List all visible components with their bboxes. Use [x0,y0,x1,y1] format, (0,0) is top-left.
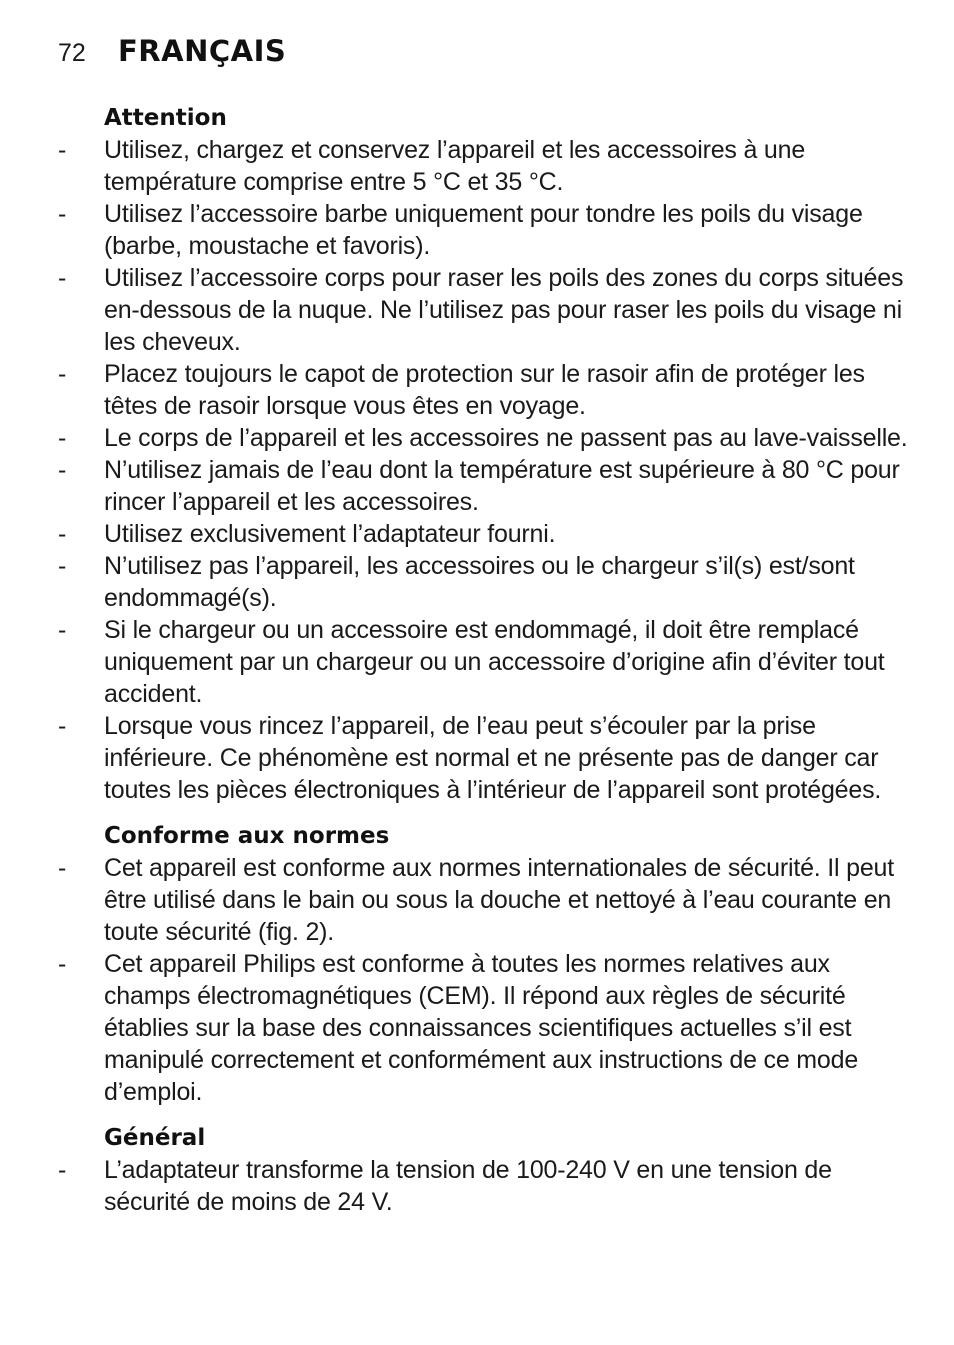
dash-bullet: - [58,264,67,292]
list-item [58,358,908,422]
dash-bullet: - [58,854,67,882]
list-item [58,518,908,550]
list-item-text: N’utilisez pas l’appareil, les accessoires ou le chargeur s’il(s) est/sont endommagé(s). [104,552,855,612]
list-item [58,198,908,262]
section-heading: Conforme aux normes [104,823,390,849]
language-title: FRANÇAIS [118,34,287,68]
list-item [58,550,908,614]
section-heading: Général [104,1125,206,1151]
list-item-text: Placez toujours le capot de protection sur le rasoir afin de protéger les têtes de rasoir lorsque vous êtes en voyage. [104,360,865,420]
list-item [58,422,908,454]
list-item-text: Utilisez exclusivement l’adaptateur fourni. [104,520,556,548]
list-item [58,1154,908,1218]
dash-bullet: - [58,616,67,644]
bullet-list [58,1154,908,1218]
manual-content [58,102,908,1232]
dash-bullet: - [58,1156,67,1184]
page-header [58,34,286,68]
list-item [58,614,908,710]
list-item [58,454,908,518]
bullet-list [58,852,908,1108]
list-item-text: Le corps de l’appareil et les accessoires ne passent pas au lave-vaisselle. [104,424,908,452]
list-item [58,134,908,198]
dash-bullet: - [58,552,67,580]
section-conformance [58,820,908,1108]
list-item-text: Cet appareil est conforme aux normes internationales de sécurité. Il peut être utilisé dans le bain ou sous la douche et nettoyé à l’eau courante en toute sécurité (fig. 2). [104,854,895,946]
list-item [58,948,908,1108]
section-attention [58,102,908,806]
section-general [58,1122,908,1218]
page-number: 72 [58,39,86,67]
list-item-text: Utilisez l’accessoire corps pour raser les poils des zones du corps situées en-dessous de la nuque. Ne l’utilisez pas pour raser les poils du visage ni les cheveux. [104,264,904,356]
dash-bullet: - [58,950,67,978]
list-item-text: Lorsque vous rincez l’appareil, de l’eau peut s’écouler par la prise inférieure. Ce phénomène est normal et ne présente pas de danger car toutes les pièces électroniques à l’intérieur de l’appareil sont protégées. [104,712,882,804]
bullet-list [58,134,908,806]
list-item [58,852,908,948]
list-item [58,710,908,806]
list-item-text: L’adaptateur transforme la tension de 100-240 V en une tension de sécurité de moins de 24 V. [104,1156,832,1216]
list-item-text: Utilisez, chargez et conservez l’appareil et les accessoires à une température comprise entre 5 °C et 35 °C. [104,136,806,196]
dash-bullet: - [58,520,67,548]
dash-bullet: - [58,456,67,484]
list-item-text: Utilisez l’accessoire barbe uniquement pour tondre les poils du visage (barbe, moustache et favoris). [104,200,863,260]
dash-bullet: - [58,424,67,452]
dash-bullet: - [58,136,67,164]
dash-bullet: - [58,712,67,740]
list-item-text: N’utilisez jamais de l’eau dont la température est supérieure à 80 °C pour rincer l’appareil et les accessoires. [104,456,900,516]
dash-bullet: - [58,360,67,388]
list-item-text: Si le chargeur ou un accessoire est endommagé, il doit être remplacé uniquement par un chargeur ou un accessoire d’origine afin d’éviter tout accident. [104,616,885,708]
section-heading: Attention [104,105,227,131]
list-item-text: Cet appareil Philips est conforme à toutes les normes relatives aux champs électromagnétiques (CEM). Il répond aux règles de sécurité établies sur la base des connaissances scientifiques actuelles s’il est manipulé correctement et conformément aux instructions de ce mode d’emploi. [104,950,859,1106]
dash-bullet: - [58,200,67,228]
list-item [58,262,908,358]
